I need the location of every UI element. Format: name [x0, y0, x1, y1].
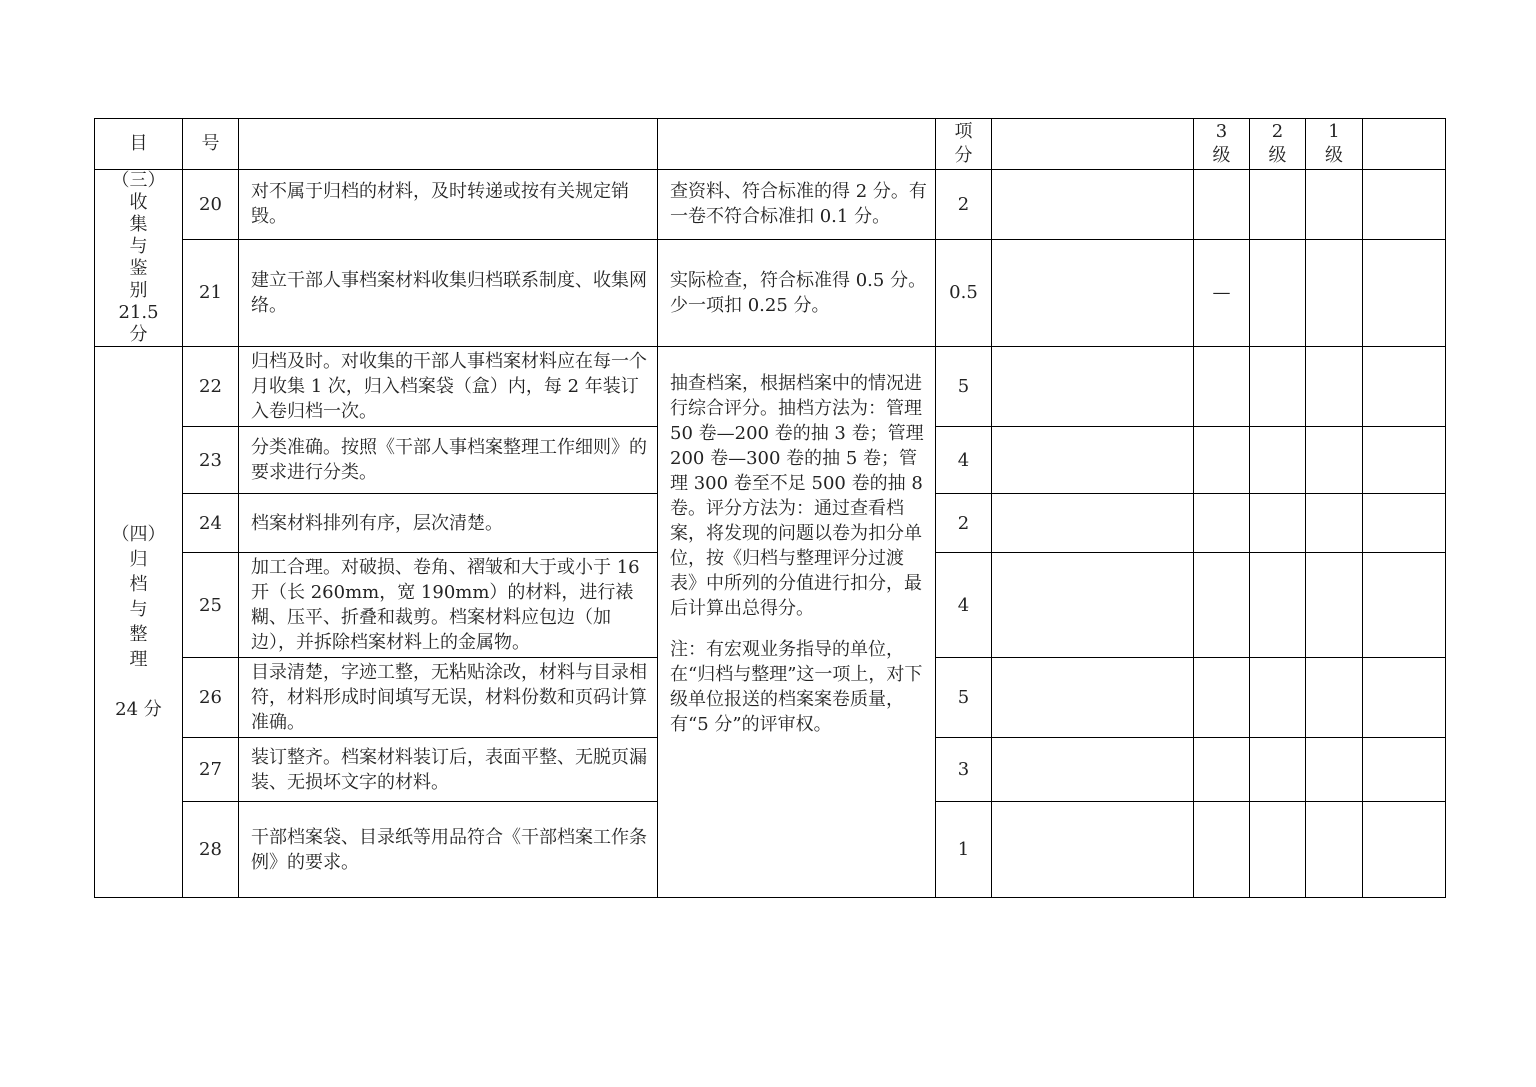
level-2-cell [1250, 738, 1306, 802]
table-row [95, 802, 1446, 898]
method-empty-cell [658, 802, 936, 898]
blank-cell [1363, 658, 1446, 738]
row-number: 27 [183, 738, 239, 802]
score-value: 4 [936, 427, 992, 494]
requirement-text: 分类准确。按照《干部人事档案整理工作细则》的要求进行分类。 [239, 427, 658, 494]
evaluation-table [94, 118, 1446, 898]
requirement-text: 装订整齐。档案材料装订后，表面平整、无脱页漏装、无损坏文字的材料。 [239, 738, 658, 802]
row-number: 21 [183, 239, 239, 346]
requirement-text: 干部档案袋、目录纸等用品符合《干部档案工作条例》的要求。 [239, 802, 658, 898]
level-3-cell [1194, 802, 1250, 898]
level-2-cell [1250, 494, 1306, 553]
requirement-text: 对不属于归档的材料，及时转递或按有关规定销毁。 [239, 170, 658, 240]
method-text: 实际检查，符合标准得 0.5 分。少一项扣 0.25 分。 [658, 239, 936, 346]
level-3-cell [1194, 494, 1250, 553]
blank-cell [992, 553, 1194, 658]
level-3-cell [1194, 170, 1250, 240]
header-item: 目 [95, 119, 183, 170]
blank-cell [1363, 802, 1446, 898]
level-3-cell [1194, 347, 1250, 427]
header-level-3: 3 级 [1194, 119, 1250, 170]
level-2-cell [1250, 239, 1306, 346]
blank-cell [992, 347, 1194, 427]
level-1-cell [1306, 239, 1363, 346]
header-requirement [239, 119, 658, 170]
blank-cell [992, 239, 1194, 346]
score-value: 1 [936, 802, 992, 898]
header-level-2: 2 级 [1250, 119, 1306, 170]
method-text: 查资料、符合标准的得 2 分。有一卷不符合标准扣 0.1 分。 [658, 170, 936, 240]
table-row [95, 170, 1446, 240]
header-number: 号 [183, 119, 239, 170]
level-3-cell [1194, 658, 1250, 738]
row-number: 26 [183, 658, 239, 738]
level-1-cell [1306, 427, 1363, 494]
blank-cell [992, 170, 1194, 240]
row-number: 28 [183, 802, 239, 898]
level-1-cell [1306, 347, 1363, 427]
requirement-text: 目录清楚，字迹工整，无粘贴涂改，材料与目录相符，材料形成时间填写无误，材料份数和页码计算准确。 [239, 658, 658, 738]
category-collection: （三） 收 集 与 鉴 别 21.5 分 [95, 170, 183, 347]
score-value: 5 [936, 347, 992, 427]
header-last-blank [1363, 119, 1446, 170]
level-2-cell [1250, 427, 1306, 494]
header-row [95, 119, 1446, 170]
table-row [95, 347, 1446, 427]
requirement-text: 档案材料排列有序，层次清楚。 [239, 494, 658, 553]
shared-method [658, 347, 936, 802]
blank-cell [992, 494, 1194, 553]
table-row [95, 239, 1446, 346]
row-number: 23 [183, 427, 239, 494]
score-value: 3 [936, 738, 992, 802]
row-number: 22 [183, 347, 239, 427]
requirement-text: 加工合理。对破损、卷角、褶皱和大于或小于 16 开（长 260mm，宽 190mm）的材料，进行裱糊、压平、折叠和裁剪。档案材料应包边（加边），并拆除档案材料上的金属物。 [239, 553, 658, 658]
row-number: 25 [183, 553, 239, 658]
level-3-cell [1194, 553, 1250, 658]
header-blank [992, 119, 1194, 170]
header-score: 项 分 [936, 119, 992, 170]
requirement-text: 建立干部人事档案材料收集归档联系制度、收集网络。 [239, 239, 658, 346]
row-number: 24 [183, 494, 239, 553]
level-1-cell [1306, 553, 1363, 658]
blank-cell [1363, 239, 1446, 346]
blank-cell [992, 658, 1194, 738]
blank-cell [1363, 427, 1446, 494]
level-2-cell [1250, 347, 1306, 427]
score-value: 5 [936, 658, 992, 738]
header-method [658, 119, 936, 170]
level-3-cell: — [1194, 239, 1250, 346]
blank-cell [1363, 170, 1446, 240]
level-2-cell [1250, 553, 1306, 658]
blank-cell [992, 802, 1194, 898]
level-3-cell [1194, 738, 1250, 802]
header-level-1: 1 级 [1306, 119, 1363, 170]
blank-cell [1363, 494, 1446, 553]
score-value: 4 [936, 553, 992, 658]
score-value: 2 [936, 170, 992, 240]
blank-cell [992, 427, 1194, 494]
blank-cell [992, 738, 1194, 802]
level-2-cell [1250, 802, 1306, 898]
level-2-cell [1250, 170, 1306, 240]
score-value: 2 [936, 494, 992, 553]
level-1-cell [1306, 738, 1363, 802]
requirement-text: 归档及时。对收集的干部人事档案材料应在每一个月收集 1 次，归入档案袋（盒）内，每 2 年装订入卷归档一次。 [239, 347, 658, 427]
level-1-cell [1306, 170, 1363, 240]
level-2-cell [1250, 658, 1306, 738]
method-note: 注：有宏观业务指导的单位，在“归档与整理”这一项上，对下级单位报送的档案案卷质量，有“5 分”的评审权。 [670, 639, 923, 735]
score-value: 0.5 [936, 239, 992, 346]
level-1-cell [1306, 494, 1363, 553]
blank-cell [1363, 738, 1446, 802]
method-text: 抽查档案，根据档案中的情况进行综合评分。抽档方法为：管理 50 卷—200 卷的抽 3 卷；管理 200 卷—300 卷的抽 5 卷；管理 300 卷至不足 500 卷的抽 8 卷。评分方法为：通过查看档案，将发现的问题以卷为扣分单位，按《归档与整理评分过渡表》中所列的分值进行扣分，最后计算出总得分。 [670, 373, 924, 619]
level-3-cell [1194, 427, 1250, 494]
category-archiving: （四） 归 档 与 整 理 24 分 [95, 347, 183, 898]
level-1-cell [1306, 658, 1363, 738]
row-number: 20 [183, 170, 239, 240]
blank-cell [1363, 347, 1446, 427]
level-1-cell [1306, 802, 1363, 898]
blank-cell [1363, 553, 1446, 658]
